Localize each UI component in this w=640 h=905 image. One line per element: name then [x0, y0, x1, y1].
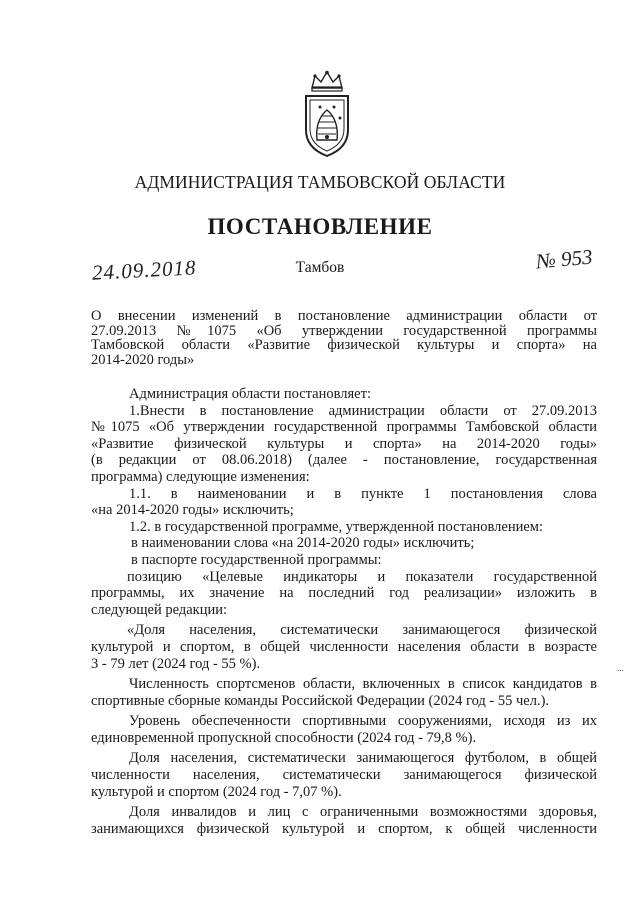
subject-line: 27.09.2013 №1075 «Об утверждении государственной программы	[91, 322, 597, 339]
body-line: программа) следующие изменения:	[91, 468, 310, 485]
body-line: спортивные сборные команды Российской Федерации (2024 год - 55 чел.).	[91, 692, 550, 709]
body-line: «Развитие физической культуры и спорта» на 2014-2020 годы»	[91, 435, 597, 452]
body-line: численности населения, систематически занимающегося физической	[91, 767, 597, 784]
document-type-title: ПОСТАНОВЛЕНИЕ	[207, 214, 433, 239]
body-line: 1.2. в государственной программе, утвержденной постановлением:	[129, 518, 544, 535]
body-line: занимающихся физической культурой и спортом, к общей численности	[91, 820, 597, 837]
body-line: культурой и спортом (2024 год - 7,07 %).	[91, 783, 342, 800]
subject-line: О внесении изменений в постановление администрации области от	[91, 308, 597, 324]
body-line: единовременной пропускной способности (2024 год - 79,8 %).	[91, 729, 477, 746]
body-line: №1075 «Об утверждении государственной программы Тамбовской области	[91, 419, 597, 436]
coat-of-arms-icon	[300, 70, 354, 158]
document-subject	[91, 309, 597, 367]
document-body	[91, 386, 597, 837]
body-line: в паспорте государственной программы:	[131, 551, 382, 568]
body-line: Доля инвалидов и лиц с ограниченными возможностями здоровья,	[129, 804, 597, 821]
body-line: 1.Внести в постановление администрации области от 27.09.2013	[129, 402, 597, 419]
body-line: Численность спортсменов области, включенных в список кандидатов в	[129, 676, 597, 693]
city-name: Тамбов	[295, 259, 345, 276]
handwritten-date: 24.09.2018	[91, 255, 198, 285]
body-line: в наименовании слова «на 2014-2020 годы» исключить;	[131, 535, 475, 552]
handwritten-document-number: № 953	[535, 244, 594, 274]
subject-line: 2014-2020 годы»	[91, 351, 195, 368]
body-line: «Доля населения, систематически занимающегося физической	[127, 622, 597, 639]
body-line: Уровень обеспеченности спортивными сооружениями, исходя из их	[129, 713, 597, 730]
body-line: следующей редакции:	[91, 601, 228, 618]
body-line: программы, их значение на последний год реализации» изложить в	[91, 585, 597, 602]
body-line: культурой и спортом, в общей численности населения области в возрасте	[91, 638, 597, 655]
subject-line: Тамбовской области «Развитие физической культуры и спорта» на	[91, 337, 597, 353]
agency-name: АДМИНИСТРАЦИЯ ТАМБОВСКОЙ ОБЛАСТИ	[134, 172, 506, 192]
body-line: Администрация области постановляет:	[129, 386, 371, 402]
body-line: 3 - 79 лет (2024 год - 55 %).	[91, 655, 261, 672]
body-line: 1.1. в наименовании и в пункте 1 постановления слова	[129, 485, 597, 502]
body-line: (в редакции от 08.06.2018) (далее - постановление, государственная	[91, 452, 597, 469]
margin-mark: ...	[617, 663, 624, 673]
body-line: «на 2014-2020 годы» исключить;	[91, 502, 294, 519]
body-line: позицию «Целевые индикаторы и показатели государственной	[127, 568, 597, 585]
body-line: Доля населения, систематически занимающегося футболом, в общей	[129, 750, 597, 767]
